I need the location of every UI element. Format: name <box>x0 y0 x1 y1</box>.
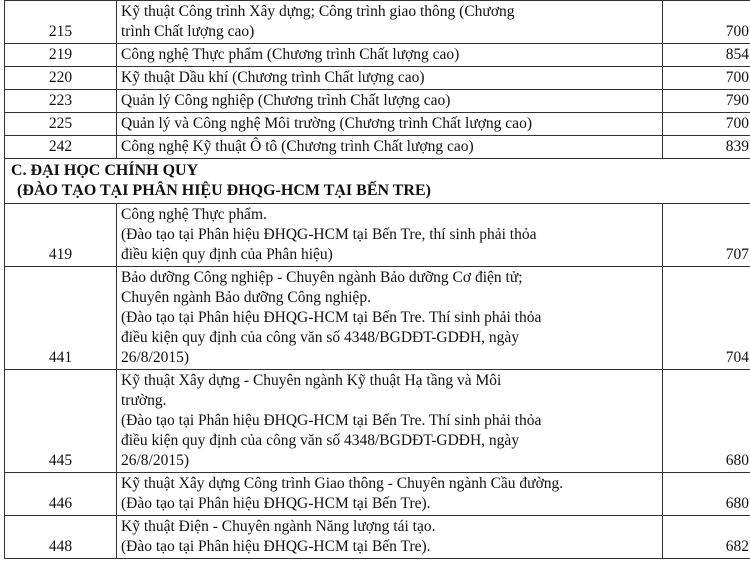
program-name-line: (Đào tạo tại Phân hiệu ĐHQG-HCM tại Bến Tre, thí sinh phải thỏa <box>121 226 537 243</box>
program-row <box>5 1 750 44</box>
program-row <box>5 473 750 516</box>
section-header-row <box>5 159 750 204</box>
program-name-line: Công nghệ Thực phẩm (Chương trình Chất lượng cao) <box>121 46 460 63</box>
program-row <box>5 204 750 267</box>
program-name-line: Kỹ thuật Điện - Chuyên ngành Năng lượng tái tạo. <box>121 518 436 535</box>
program-name-line: 26/8/2015) <box>121 349 190 366</box>
program-name-line: (Đào tạo tại Phân hiệu ĐHQG-HCM tại Bến Tre. Thí sinh phải thỏa <box>121 412 542 429</box>
program-name-line: 26/8/2015) <box>121 452 190 469</box>
program-name-line: Quản lý Công nghiệp (Chương trình Chất lượng cao) <box>121 92 451 109</box>
program-code: 448 <box>5 516 117 559</box>
program-name-line: Công nghệ Thực phẩm. <box>121 206 267 223</box>
program-name <box>117 67 663 90</box>
program-name <box>117 136 663 159</box>
program-name <box>117 267 663 370</box>
program-name-line: Công nghệ Kỹ thuật Ô tô (Chương trình Chất lượng cao) <box>121 138 474 155</box>
program-name-line: Kỹ thuật Xây dựng - Chuyên ngành Kỹ thuật Hạ tầng và Môi <box>121 372 502 389</box>
program-code: 445 <box>5 370 117 473</box>
section-heading-cell <box>5 159 750 204</box>
program-name <box>117 370 663 473</box>
program-code: 215 <box>5 1 117 44</box>
program-rows-top <box>5 1 750 159</box>
program-name <box>117 1 663 44</box>
program-name-line: Kỹ thuật Xây dựng Công trình Giao thông - Chuyên ngành Cầu đường. <box>121 475 564 492</box>
program-name <box>117 44 663 67</box>
admission-score: 854 <box>663 44 750 67</box>
program-code: 441 <box>5 267 117 370</box>
program-code: 242 <box>5 136 117 159</box>
program-name-line: trường. <box>121 392 167 409</box>
program-row <box>5 67 750 90</box>
program-name-line: điều kiện quy định của Phân hiệu) <box>121 246 333 263</box>
admission-score: 700 <box>663 1 750 44</box>
program-name-line: (Đào tạo tại Phân hiệu ĐHQG-HCM tại Bến Tre. Thí sinh phải thỏa <box>121 309 542 326</box>
section-title: C. ĐẠI HỌC CHÍNH QUY <box>11 162 199 179</box>
admission-score: 700 <box>663 113 750 136</box>
program-code: 223 <box>5 90 117 113</box>
program-name-line: điều kiện quy định của công văn số 4348/BGDĐT-GDĐH, ngày <box>121 329 520 346</box>
section-header <box>5 159 750 204</box>
program-row <box>5 113 750 136</box>
program-name-line: (Đào tạo tại Phân hiệu ĐHQG-HCM tại Bến Tre). <box>121 495 431 512</box>
program-code: 225 <box>5 113 117 136</box>
program-name <box>117 90 663 113</box>
section-subtitle: (ĐÀO TẠO TẠI PHÂN HIỆU ĐHQG-HCM TẠI BẾN TRE) <box>17 182 431 199</box>
admission-score: 704 <box>663 267 750 370</box>
program-row <box>5 90 750 113</box>
program-row <box>5 44 750 67</box>
program-name <box>117 113 663 136</box>
program-code: 419 <box>5 204 117 267</box>
program-name-line: Kỹ thuật Công trình Xây dựng; Công trình giao thông (Chương <box>121 3 515 20</box>
program-name-line: Chuyên ngành Bảo dưỡng Công nghiệp. <box>121 289 371 306</box>
program-name <box>117 516 663 559</box>
program-rows-bottom <box>5 204 750 559</box>
admission-score: 680 <box>663 370 750 473</box>
program-row <box>5 516 750 559</box>
admission-score-table <box>4 0 750 559</box>
admission-score: 839 <box>663 136 750 159</box>
program-code: 219 <box>5 44 117 67</box>
admission-score: 680 <box>663 473 750 516</box>
program-name <box>117 204 663 267</box>
program-name-line: Quản lý và Công nghệ Môi trường (Chương trình Chất lượng cao) <box>121 115 532 132</box>
admission-score: 707 <box>663 204 750 267</box>
program-name <box>117 473 663 516</box>
program-name-line: Bảo dưỡng Công nghiệp - Chuyên ngành Bảo dưỡng Cơ điện tử; <box>121 269 523 286</box>
program-code: 220 <box>5 67 117 90</box>
program-row <box>5 136 750 159</box>
admission-score: 790 <box>663 90 750 113</box>
admission-score: 682 <box>663 516 750 559</box>
program-row <box>5 370 750 473</box>
program-name-line: điều kiện quy định của công văn số 4348/BGDĐT-GDĐH, ngày <box>121 432 520 449</box>
admission-score: 700 <box>663 67 750 90</box>
program-row <box>5 267 750 370</box>
program-name-line: trình Chất lượng cao) <box>121 23 255 40</box>
program-code: 446 <box>5 473 117 516</box>
program-name-line: (Đào tạo tại Phân hiệu ĐHQG-HCM tại Bến Tre). <box>121 538 431 555</box>
program-name-line: Kỹ thuật Dầu khí (Chương trình Chất lượng cao) <box>121 69 425 86</box>
